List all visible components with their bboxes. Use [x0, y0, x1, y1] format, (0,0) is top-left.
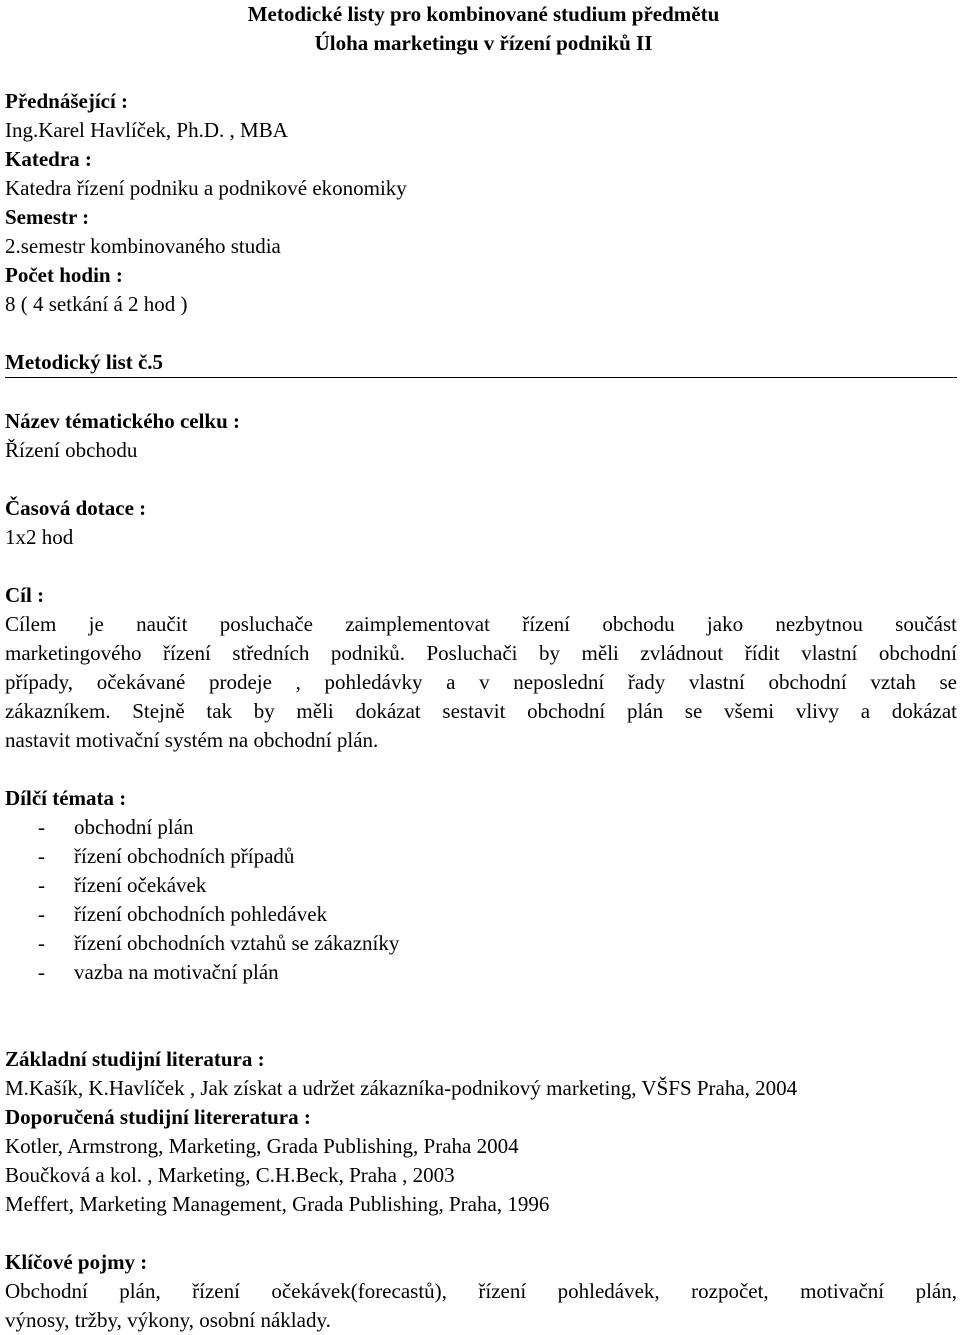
dash-bullet: - [38, 960, 45, 984]
sheet-title: Metodický list č.5 [5, 348, 957, 378]
lecturer-value: Ing.Karel Havlíček, Ph.D. , MBA [5, 118, 288, 142]
list-item [5, 900, 957, 929]
goal-line: případy, očekávané prodeje , pohledávky a v neposlední řady vlastní obchodní vztah se [5, 670, 957, 694]
goal-line: nastavit motivační systém na obchodní plán. [5, 728, 379, 752]
department-value: Katedra řízení podniku a podnikové ekonomiky [5, 176, 407, 200]
keywords-paragraph [5, 1277, 957, 1335]
list-item-text: vazba na motivační plán [74, 960, 279, 984]
header-line-2: Úloha marketingu v řízení podniků II [314, 31, 653, 55]
list-item-text: řízení obchodních případů [74, 844, 295, 868]
department-label: Katedra : [5, 147, 92, 171]
keywords-line: výnosy, tržby, výkony, osobní náklady. [5, 1308, 331, 1332]
time-label: Časová dotace : [5, 496, 147, 520]
list-item [5, 929, 957, 958]
document-header [5, 0, 957, 58]
goal-line: zákazníkem. Stejně tak by měli dokázat sestavit obchodní plán se všemi vlivy a dokázat [5, 699, 957, 723]
semester-label: Semestr : [5, 205, 90, 229]
keywords-line: Obchodní plán, řízení očekávek(forecastů), řízení pohledávek, rozpočet, motivační plán, [5, 1279, 957, 1303]
list-item [5, 813, 957, 842]
list-item-text: řízení obchodních vztahů se zákazníky [74, 931, 400, 955]
goal-line: marketingového řízení středních podniků. Posluchači by měli zvládnout řídit vlastní obchodní [5, 641, 957, 665]
list-item-text: řízení očekávek [74, 873, 207, 897]
recommended-literature-item: Meffert, Marketing Management, Grada Publishing, Praha, 1996 [5, 1192, 550, 1216]
topic-label: Název tématického celku : [5, 409, 241, 433]
hours-value: 8 ( 4 setkání á 2 hod ) [5, 292, 188, 316]
list-item-text: řízení obchodních pohledávek [74, 902, 328, 926]
list-item [5, 958, 957, 987]
list-item [5, 871, 957, 900]
dash-bullet: - [38, 815, 45, 839]
dash-bullet: - [38, 902, 45, 926]
header-line-1: Metodické listy pro kombinované studium předmětu [247, 2, 720, 26]
recommended-literature-item: Boučková a kol. , Marketing, C.H.Beck, Praha , 2003 [5, 1163, 455, 1187]
semester-value: 2.semestr kombinovaného studia [5, 234, 281, 258]
basic-literature-label: Základní studijní literatura : [5, 1047, 265, 1071]
recommended-literature-label: Doporučená studijní litereratura : [5, 1105, 311, 1129]
dash-bullet: - [38, 844, 45, 868]
goal-line: Cílem je naučit posluchače zaimplementovat řízení obchodu jako nezbytnou součást [5, 612, 957, 636]
recommended-literature-item: Kotler, Armstrong, Marketing, Grada Publishing, Praha 2004 [5, 1134, 519, 1158]
dash-bullet: - [38, 873, 45, 897]
goal-label: Cíl : [5, 583, 45, 607]
list-item-text: obchodní plán [74, 815, 194, 839]
subtopics-label: Dílčí témata : [5, 786, 127, 810]
lecturer-label: Přednášející : [5, 89, 129, 113]
goal-paragraph [5, 610, 957, 755]
keywords-label: Klíčové pojmy : [5, 1250, 148, 1274]
topic-value: Řízení obchodu [5, 438, 138, 462]
document-page [5, 0, 957, 1335]
dash-bullet: - [38, 931, 45, 955]
subtopics-list [5, 813, 957, 987]
list-item [5, 842, 957, 871]
basic-literature-item: M.Kašík, K.Havlíček , Jak získat a udržet zákazníka-podnikový marketing, VŠFS Praha, 2004 [5, 1076, 798, 1100]
hours-label: Počet hodin : [5, 263, 123, 287]
time-value: 1x2 hod [5, 525, 74, 549]
